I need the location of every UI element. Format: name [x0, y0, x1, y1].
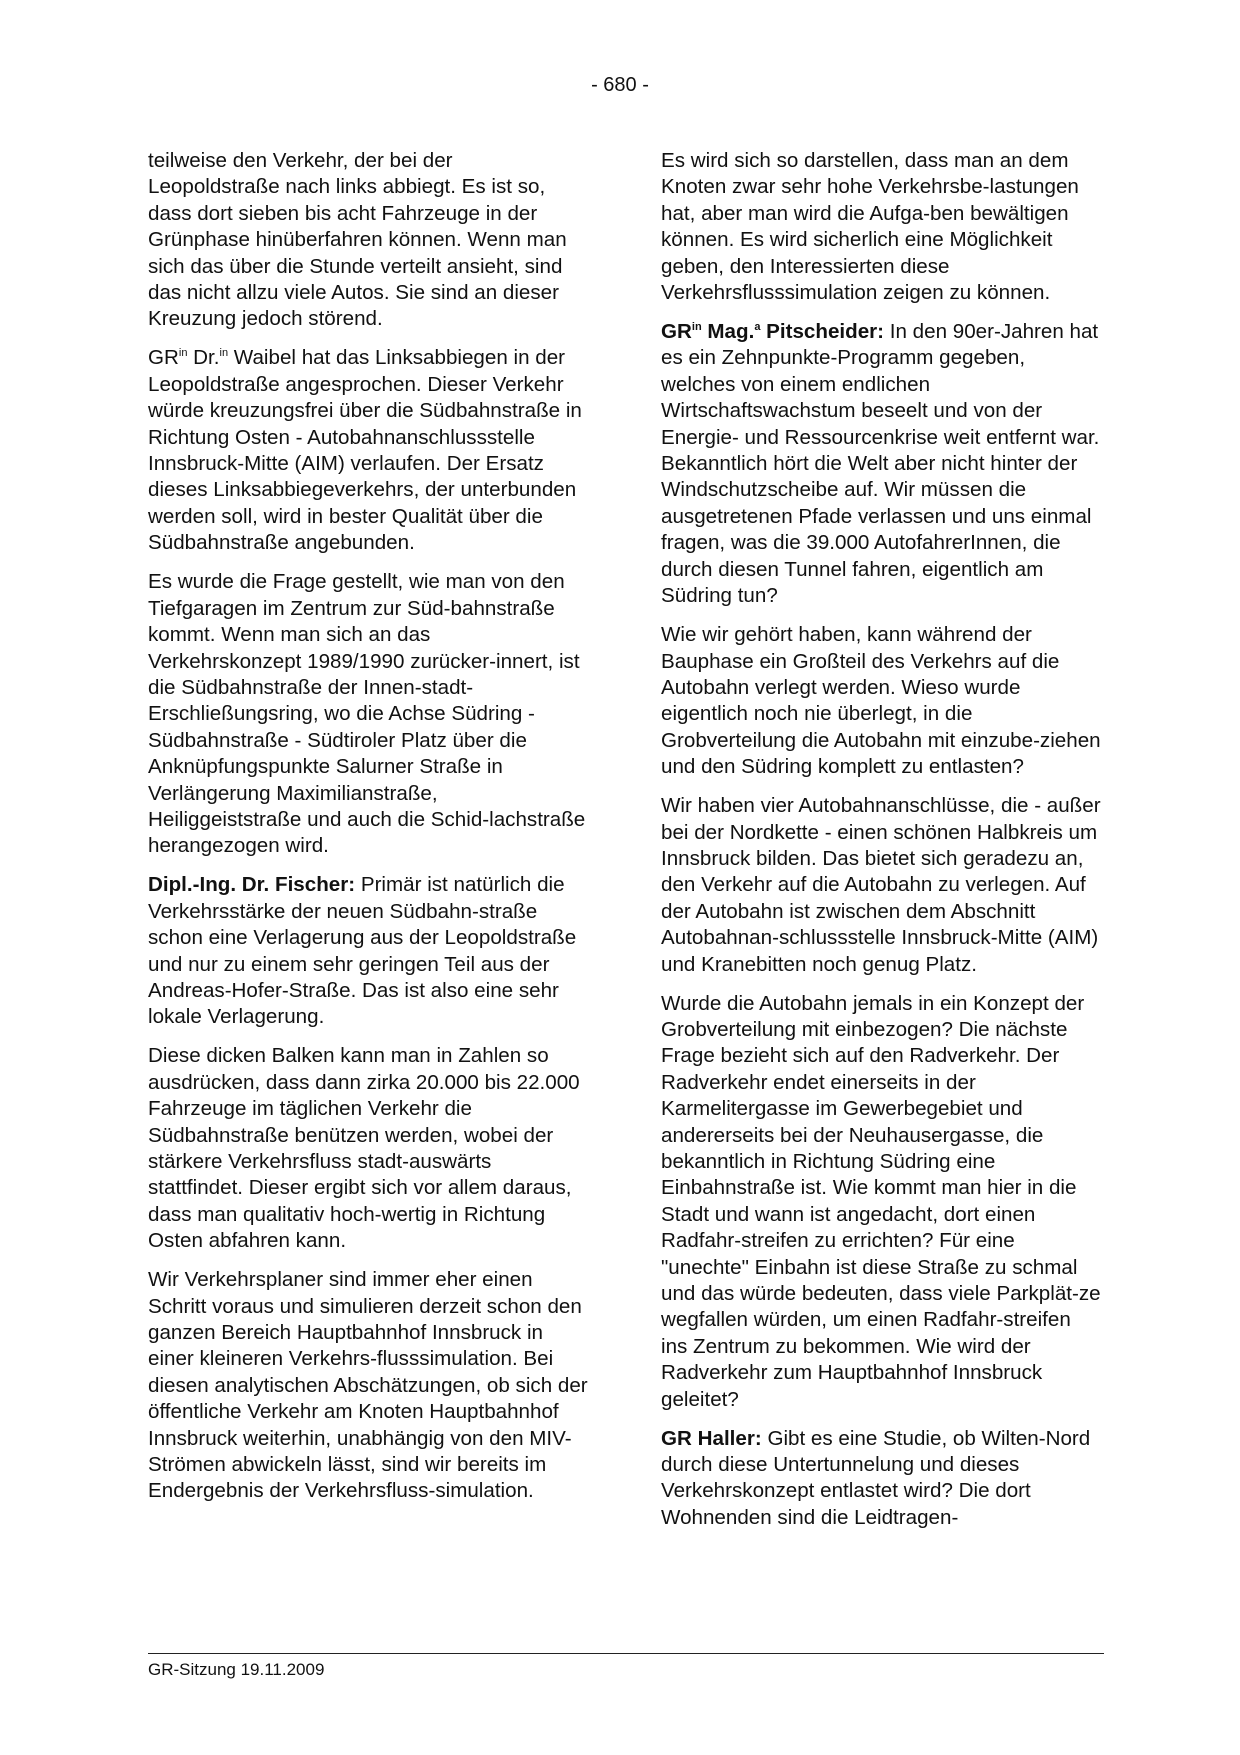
paragraph: Wie wir gehört haben, kann während der Bauphase ein Großteil des Verkehrs auf die Autobahn verlegt werden. Wieso wurde eigentlich noch nie überlegt, in die Grobverteilung die Autobahn mit einzube-ziehen und den Südring komplett zu entlasten?	[661, 623, 1101, 779]
paragraph: Wir haben vier Autobahnanschlüsse, die - außer bei der Nordkette - einen schönen Halbkreis um Innsbruck bilden. Das bietet sich geradezu an, den Verkehr auf die Autobahn zu verlegen. Auf der Autobahn ist zwischen dem Abschnitt Autobahnan-schlussstelle Innsbruck-Mitte (AIM) und Kranebitten noch genug Platz.	[661, 794, 1101, 976]
superscript: a	[754, 321, 761, 334]
paragraph: Es wurde die Frage gestellt, wie man von den Tiefgaragen im Zentrum zur Süd-bahnstraße kommt. Wenn man sich an das Verkehrskonzept 1989/1990 zurücker-innert, ist die Südbahnstraße der Innen-stadt-Erschließungsring, wo die Achse Südring - Südbahnstraße - Südtiroler Platz über die Anknüpfungspunkte Salurner Straße in Verlängerung Maximilianstraße, Heiliggeiststraße und auch die Schid-lachstraße herangezogen wird.	[148, 570, 586, 858]
speaker-title: Dr.	[187, 346, 220, 370]
superscript: in	[178, 347, 188, 360]
paragraph-text: Primär ist natürlich die Verkehrsstärke der neuen Südbahn-straße schon eine Verlagerung aus der Leopoldstraße und nur zu einem sehr geringen Teil aus der Andreas-Hofer-Straße. Das ist also eine sehr lokale Verlagerung.	[148, 873, 577, 1029]
paragraph: Es wird sich so darstellen, dass man an dem Knoten zwar sehr hohe Verkehrsbe-lastungen hat, aber man wird die Aufga-ben bewältigen können. Es wird sicherlich eine Möglichkeit geben, den Interessierten diese Verkehrsflusssimulation zeigen zu können.	[661, 149, 1079, 305]
speaker-label: Dipl.-Ing. Dr. Fischer:	[148, 873, 356, 897]
speaker-label: GR Haller:	[661, 1426, 762, 1450]
paragraph	[661, 319, 1101, 609]
paragraph-text: Waibel hat das Linksabbiegen in der Leopoldstraße angesprochen. Dieser Verkehr würde kreuzungsfrei über die Südbahnstraße in Richtung Osten - Autobahnanschlussstelle Innsbruck-Mitte (AIM) verlaufen. Der Ersatz dieses Linksabbiegeverkehrs, der unterbunden werden soll, wird in bester Qualität über die Südbahnstraße angebunden.	[148, 346, 582, 555]
speaker-label: GR	[661, 320, 692, 344]
paragraph: Diese dicken Balken kann man in Zahlen so ausdrücken, dass dann zirka 20.000 bis 22.000 Fahrzeuge im täglichen Verkehr die Südbahnstraße benützen werden, wobei der stärkere Verkehrsfluss stadt-auswärts stattfindet. Dieser ergibt sich vor allem daraus, dass man qualitativ hoch-wertig in Richtung Osten abfahren kann.	[148, 1044, 580, 1253]
footer-session-date: GR-Sitzung 19.11.2009	[148, 1660, 325, 1679]
footer-divider	[148, 1653, 1104, 1654]
paragraph: Wir Verkehrsplaner sind immer eher einen Schritt voraus und simulieren derzeit schon den ganzen Bereich Hauptbahnhof Innsbruck in einer kleineren Verkehrs-flusssimulation. Bei diesen analytischen Abschätzungen, ob sich der öffentliche Verkehr am Knoten Hauptbahnhof Innsbruck weiterhin, unabhängig von den MIV-Strömen abwickeln lässt, sind wir bereits im Endergebnis der Verkehrsfluss-simulation.	[148, 1268, 588, 1503]
speaker-label: Pitscheider:	[760, 320, 885, 344]
superscript: in	[219, 347, 229, 360]
paragraph	[148, 345, 588, 556]
paragraph-text: Gibt es eine Studie, ob Wilten-Nord durch diese Untertunnelung und dieses Verkehrskonzept entlastet wird? Die dort Wohnenden sind die Leidtragen-	[661, 1426, 1091, 1529]
left-column	[148, 148, 588, 1505]
paragraph: Wurde die Autobahn jemals in ein Konzept der Grobverteilung mit einbezogen? Die nächste Frage bezieht sich auf den Radverkehr. Der Radverkehr endet einerseits in der Karmelitergasse im Gewerbegebiet und andererseits bei der Neuhausergasse, die bekanntlich in Richtung Südring eine Einbahnstraße ist. Wie kommt man hier in die Stadt und wann ist angedacht, dort einen Radfahr-streifen zu errichten? Für eine "unechte" Einbahn ist diese Straße zu schmal und das würde bedeuten, dass viele Parkplät-ze wegfallen würden, um einen Radfahr-streifen ins Zentrum zu bekommen. Wie wird der Radverkehr zum Hauptbahnhof Innsbruck geleitet?	[661, 991, 1101, 1411]
speaker-label: Mag.	[701, 320, 755, 344]
right-column	[661, 148, 1101, 1531]
superscript: in	[691, 321, 702, 334]
paragraph: teilweise den Verkehr, der bei der Leopoldstraße nach links abbiegt. Es ist so, dass dort sieben bis acht Fahrzeuge in der Grünphase hinüberfahren können. Wenn man sich das über die Stunde verteilt ansieht, sind das nicht allzu viele Autos. Sie sind an dieser Kreuzung jedoch störend.	[148, 149, 567, 331]
speaker-title: GR	[148, 346, 179, 370]
paragraph	[661, 1426, 1101, 1532]
paragraph-text: In den 90er-Jahren hat es ein Zehnpunkte-Programm gegeben, welches von einem endlichen Wirtschaftswachstum beseelt und von der Energie- und Ressourcenkrise weit entfernt war. Bekanntlich hört die Welt aber nicht hinter der Windschutzscheibe auf. Wir müssen die ausgetretenen Pfade verlassen und uns einmal fragen, was die 39.000 AutofahrerInnen, die durch diesen Tunnel fahren, eigentlich am Südring tun?	[661, 320, 1100, 608]
page-number: - 680 -	[591, 74, 649, 96]
paragraph	[148, 872, 588, 1030]
